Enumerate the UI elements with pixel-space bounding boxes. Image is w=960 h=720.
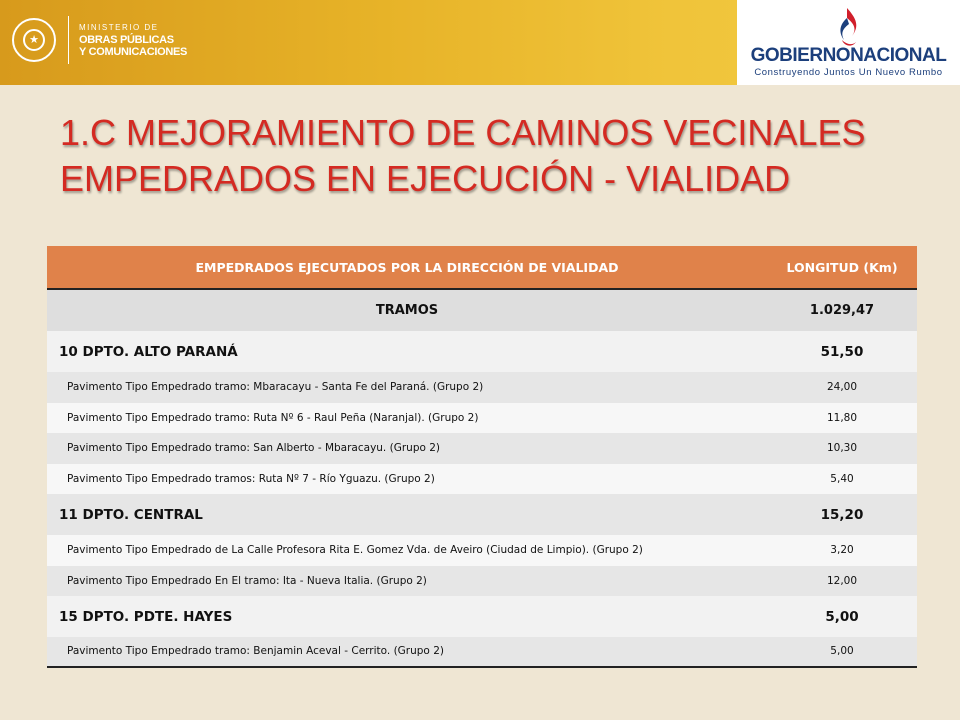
gov-title <box>737 45 960 67</box>
department-row <box>47 596 917 637</box>
item-length: 11,80 <box>826 411 858 424</box>
item-description: Pavimento Tipo Empedrado tramo: Benjamin Aceval - Cerrito. (Grupo 2) <box>67 645 444 658</box>
logo-divider <box>68 16 69 64</box>
table-row <box>47 433 917 464</box>
item-length: 24,00 <box>826 381 858 394</box>
table-row <box>47 637 917 668</box>
col-header-length: LONGITUD (Km) <box>786 259 898 275</box>
gov-title-b: NACIONAL <box>850 45 947 66</box>
total-row <box>47 290 917 331</box>
gov-title-a: GOBIERNO <box>750 45 851 66</box>
table-row <box>47 566 917 597</box>
item-description: Pavimento Tipo Empedrado tramo: Ruta Nº 6 - Raul Peña (Naranjal). (Grupo 2) <box>67 411 479 424</box>
slide-title <box>60 110 940 202</box>
item-length: 10,30 <box>826 442 858 455</box>
item-description: Pavimento Tipo Empedrado En El tramo: Ita - Nueva Italia. (Grupo 2) <box>67 574 427 587</box>
department-value: 15,20 <box>820 506 864 523</box>
ministry-logo <box>12 14 187 66</box>
ministry-line-3: Y COMUNICACIONES <box>79 46 188 58</box>
ministry-line-1: MINISTERIO DE <box>79 23 159 32</box>
header-band <box>0 0 960 85</box>
ministry-line-2: OBRAS PÚBLICAS <box>79 34 174 46</box>
item-length: 5,00 <box>830 645 854 658</box>
ministry-name <box>79 22 187 58</box>
department-value: 5,00 <box>825 608 859 625</box>
item-description: Pavimento Tipo Empedrado tramo: Mbaracayu - Santa Fe del Paraná. (Grupo 2) <box>67 381 484 394</box>
title-line-1: 1.C MEJORAMIENTO DE CAMINOS VECINALES <box>60 112 866 153</box>
title-line-2: EMPEDRADOS EN EJECUCIÓN - VIALIDAD <box>60 158 791 199</box>
item-description: Pavimento Tipo Empedrado de La Calle Profesora Rita E. Gomez Vda. de Aveiro (Ciudad de Limpio). (Grupo 2) <box>67 544 643 557</box>
item-length: 3,20 <box>830 544 854 557</box>
table-header-row <box>47 246 917 290</box>
gobierno-nacional-logo <box>737 0 960 85</box>
department-row <box>47 494 917 535</box>
department-name: 15 DPTO. PDTE. HAYES <box>59 608 233 625</box>
gov-slogan: Construyendo Juntos Un Nuevo Rumbo <box>754 67 943 78</box>
department-name: 10 DPTO. ALTO PARANÁ <box>59 343 238 360</box>
department-value: 51,50 <box>820 343 864 360</box>
department-row <box>47 331 917 372</box>
total-value: 1.029,47 <box>809 303 875 318</box>
item-description: Pavimento Tipo Empedrado tramos: Ruta Nº 7 - Río Yguazu. (Grupo 2) <box>67 472 435 485</box>
total-label: TRAMOS <box>375 303 439 318</box>
item-description: Pavimento Tipo Empedrado tramo: San Alberto - Mbaracayu. (Grupo 2) <box>67 442 441 455</box>
table-row <box>47 372 917 403</box>
item-length: 12,00 <box>826 574 858 587</box>
item-length: 5,40 <box>830 472 854 485</box>
table-row <box>47 464 917 495</box>
national-seal-icon: ★ <box>12 18 56 62</box>
department-name: 11 DPTO. CENTRAL <box>59 506 203 523</box>
col-header-description: EMPEDRADOS EJECUTADOS POR LA DIRECCIÓN DE VIALIDAD <box>195 259 619 275</box>
table-row <box>47 535 917 566</box>
table-row <box>47 403 917 434</box>
empedrados-table <box>47 246 917 668</box>
